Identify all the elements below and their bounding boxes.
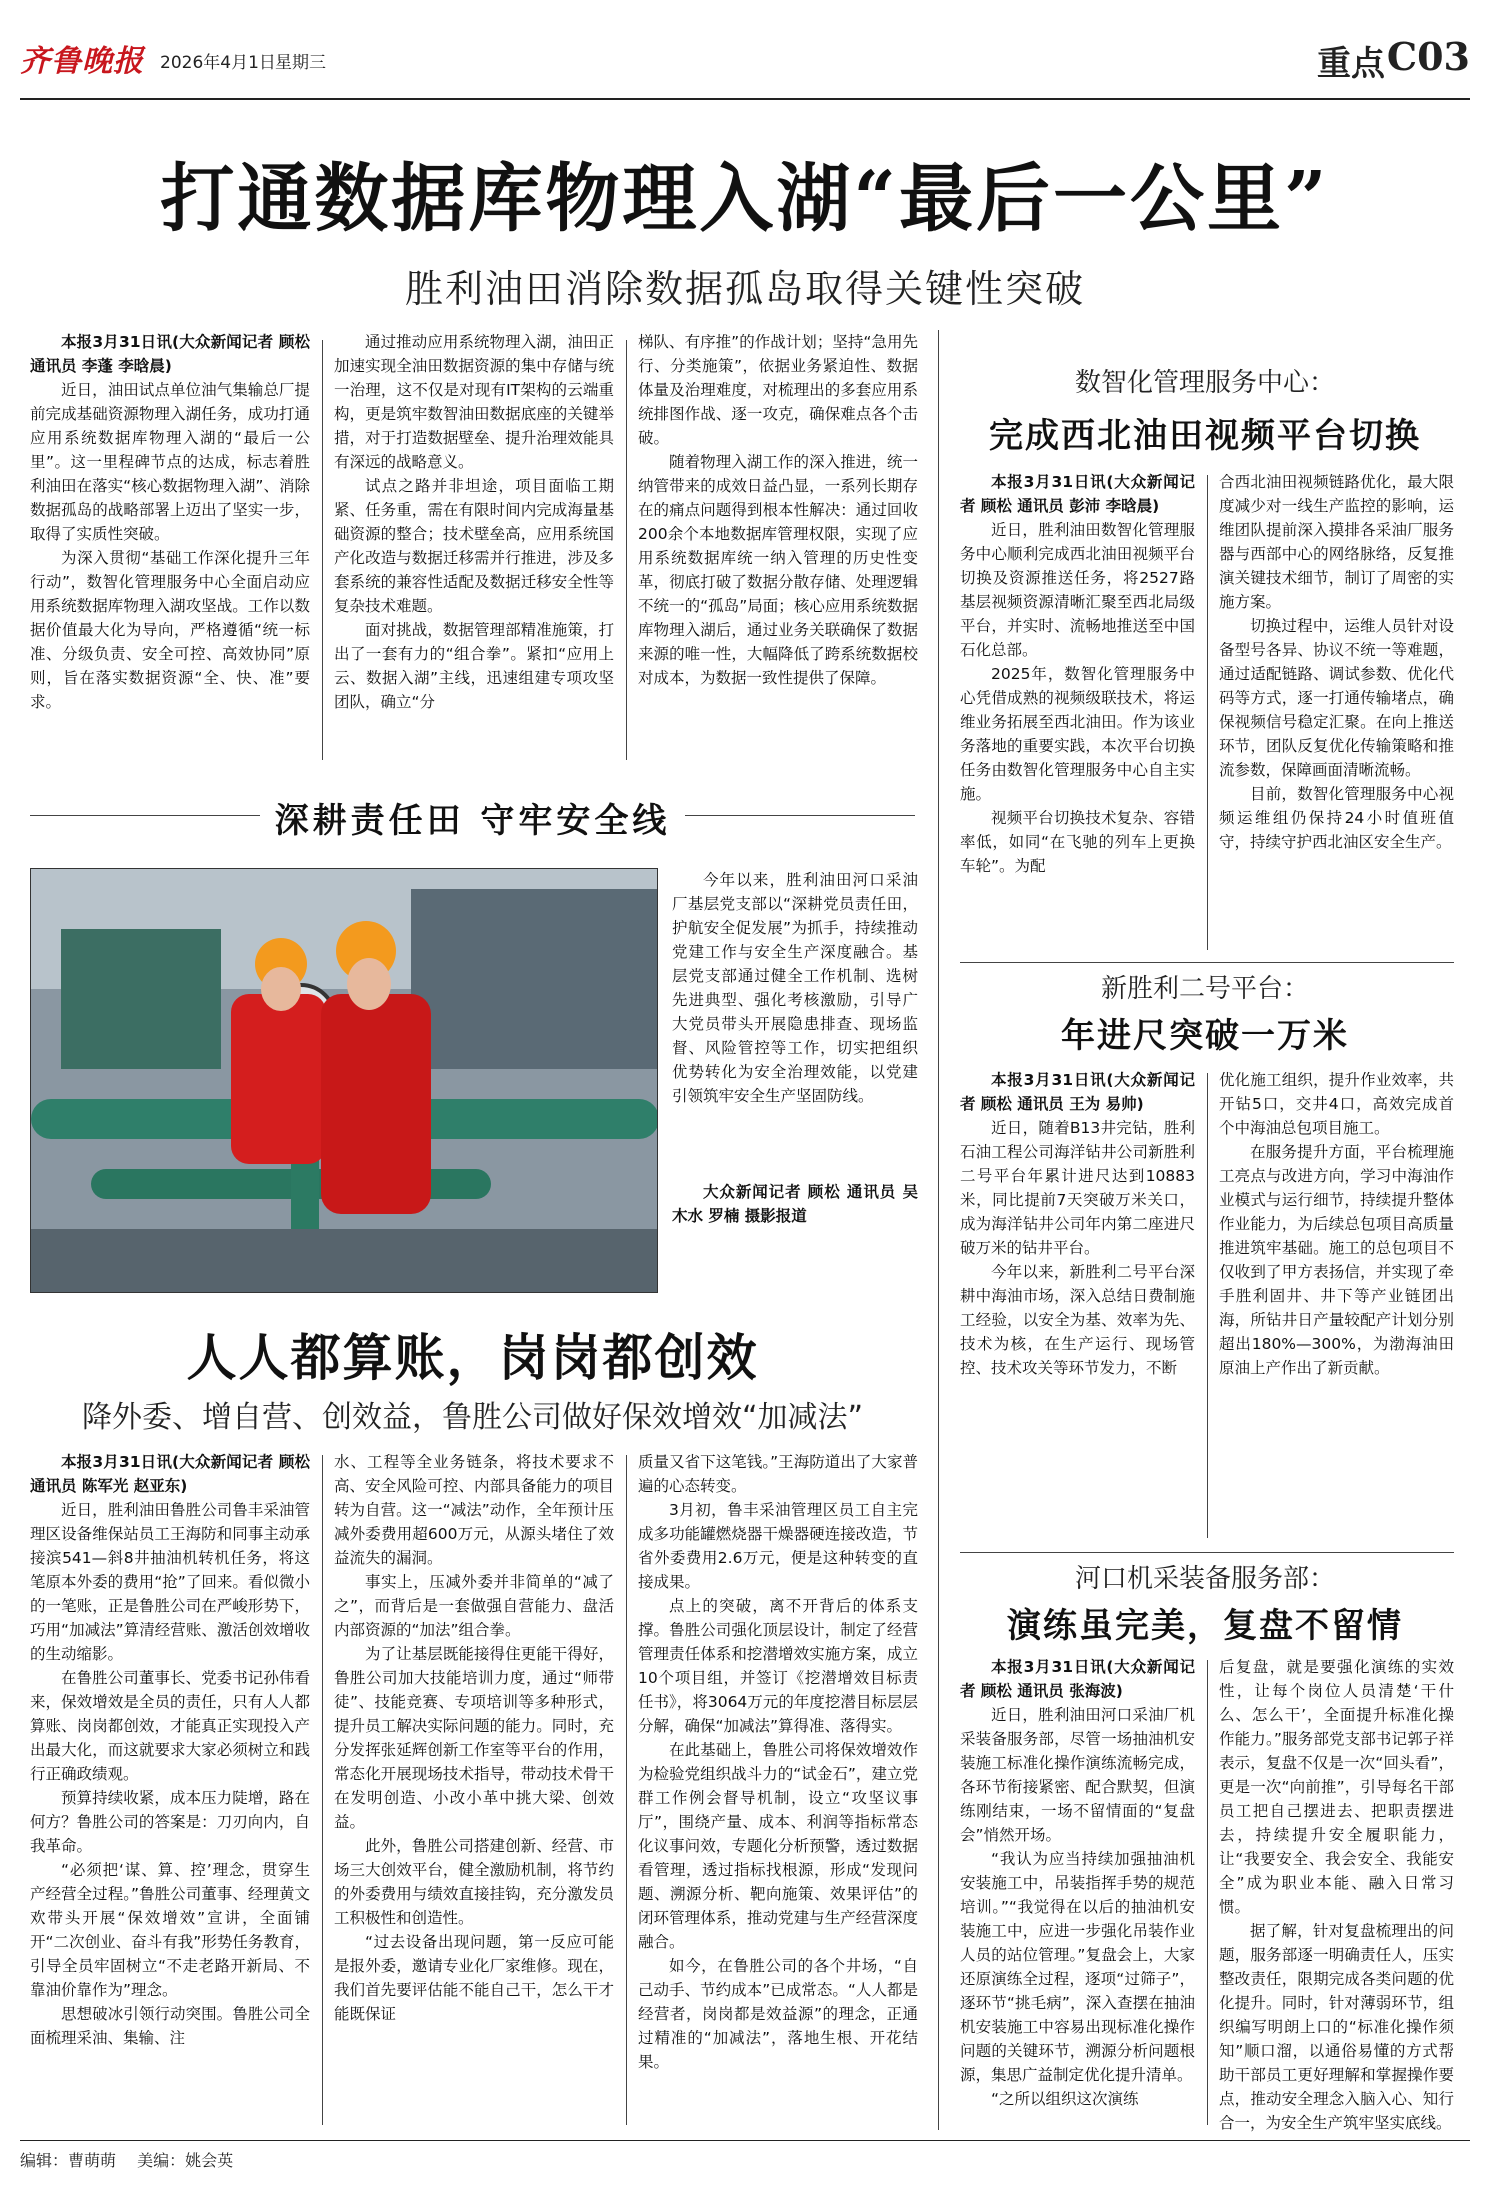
photo-illustration: [31, 869, 658, 1293]
issue-weekday: 星期三: [275, 53, 326, 73]
paragraph: 近日，油田试点单位油气集输总厂提前完成基础资源物理入湖任务，成功打通应用系统数据库物理入湖的“最后一公里”。这一里程碑节点的达成，标志着胜利油田在落实“核心数据物理入湖”、消除数据孤岛的战略部署上迈出了坚实一步，取得了实质性突破。: [30, 381, 310, 543]
main-article-col-1: [30, 330, 310, 770]
paragraph: 面对挑战，数据管理部精准施策，打出了一套有力的“组合拳”。紧扣“应用上云、数据入湖”主线，迅速组建专项攻坚团队，确立“分: [334, 621, 614, 711]
column-divider: [626, 1455, 627, 2125]
paragraph: 合西北油田视频链路优化，最大限度减少对一线生产监控的影响，运维团队提前深入摸排各采油厂服务器与西部中心的网络脉络，反复推演关键技术细节，制订了周密的实施方案。: [1219, 473, 1454, 611]
right-column-divider: [938, 330, 939, 2130]
right2-headline: 年进尺突破一万米: [1061, 1016, 1349, 1056]
paragraph: 2025年，数智化管理服务中心凭借成熟的视频级联技术，将运维业务拓展至西北油田。作为该业务落地的重要实践，本次平台切换任务由数智化管理服务中心自主实施。: [960, 665, 1195, 803]
banner-rule-right: [685, 815, 915, 816]
right2-byline: 本报3月31日讯(大众新闻记者 顾松 通讯员 王为 易帅): [960, 1071, 1195, 1113]
right3-headline: 演练虽完美，复盘不留情: [1007, 1606, 1403, 1646]
main-headline: 打通数据库物理入湖“最后一公里”: [160, 156, 1330, 242]
right3-byline: 本报3月31日讯(大众新闻记者 顾松 通讯员 张海波): [960, 1658, 1195, 1700]
paragraph: 通过推动应用系统物理入湖，油田正加速实现全油田数据资源的集中存储与统一治理，这不仅是对现有IT架构的云端重构，更是筑牢数智油田数据底座的关键举措，对于打造数据壁垒、提升治理效能具有深远的战略意义。: [334, 333, 614, 471]
column-divider: [1207, 1073, 1208, 1538]
column-divider: [322, 340, 323, 760]
main-byline: 本报3月31日讯(大众新闻记者 顾松 通讯员 李蓬 李晗晨): [30, 333, 310, 375]
paragraph: 3月初，鲁丰采油管理区员工自主完成多功能罐燃烧器干燥器硬连接改造，节省外委费用2.6万元，便是这种转变的直接成果。: [638, 1501, 918, 1591]
paragraph: 目前，数智化管理服务中心视频运维组仍保持24小时值班值守，持续守护西北油区安全生产。: [1219, 785, 1454, 851]
column-divider: [322, 1455, 323, 2125]
page-number: C03: [1386, 34, 1470, 79]
column-divider: [626, 340, 627, 760]
right3-kicker: 河口机采装备服务部：: [1074, 1564, 1335, 1594]
right1-kicker: 数智化管理服务中心：: [1074, 368, 1335, 398]
paragraph: 点上的突破，离不开背后的体系支撑。鲁胜公司强化顶层设计，制定了经营管理责任体系和挖潜增效实施方案，成立10个项目组，并签订《挖潜增效目标责任书》，将3064万元的年度挖潜目标层层分解，确保“加减法”算得准、落得实。: [638, 1597, 918, 1735]
banner-title: 深耕责任田 守牢安全线: [274, 801, 671, 841]
right1-col-2: [1219, 470, 1454, 960]
second-subheadline: 降外委、增自营、创效益，鲁胜公司做好保效增效“加减法”: [81, 1400, 864, 1435]
masthead: [20, 28, 1470, 94]
paragraph: 质量又省下这笔钱。”王海防道出了大家普遍的心态转变。: [638, 1453, 918, 1495]
footer-divider: [20, 2140, 1470, 2141]
paragraph: 为深入贯彻“基础工作深化提升三年行动”，数智化管理服务中心全面启动应用系统数据库物理入湖攻坚战。工作以数据价值最大化为导向，严格遵循“统一标准、分级负责、安全可控、高效协同”原则，旨在落实数据资源“全、快、准”要求。: [30, 549, 310, 711]
paragraph: “过去设备出现问题，第一反应可能是报外委，邀请专业化厂家维修。现在，我们首先要评估能不能自己干，怎么干才能既保证: [334, 1933, 614, 2023]
paragraph: 今年以来，新胜利二号平台深耕中海油市场，深入总结日费制施工经验，以安全为基、效率为先、技术为核，在生产运行、现场管控、技术攻关等环节发力，不断: [960, 1263, 1195, 1377]
right1-col-1: [960, 470, 1195, 960]
paragraph: 今年以来，胜利油田河口采油厂基层党支部以“深耕党员责任田，护航安全促发展”为抓手，持续推动党建工作与安全生产深度融合。基层党支部通过健全工作机制、选树先进典型、强化考核激励，引导广大党员带头开展隐患排查、现场监督、风险管控等工作，切实把组织优势转化为安全治理效能，以党建引领筑牢安全生产坚固防线。: [672, 871, 918, 1105]
right2-kicker: 新胜利二号平台：: [1100, 974, 1309, 1004]
section-name: 重点: [1317, 44, 1385, 84]
paragraph: “之所以组织这次演练: [991, 2090, 1139, 2108]
second-byline: 本报3月31日讯(大众新闻记者 顾松 通讯员 陈军光 赵亚东): [30, 1453, 310, 1495]
paragraph: 切换过程中，运维人员针对设备型号各异、协议不统一等难题，通过适配链路、调试参数、优化代码等方式，逐一打通传输堵点，确保视频信号稳定汇聚。在向上推送环节，团队反复优化传输策略和推流参数，保障画面清晰流畅。: [1219, 617, 1454, 779]
column-divider: [1207, 1660, 1208, 2125]
masthead-divider: [20, 98, 1470, 100]
paragraph: 近日，胜利油田河口采油厂机采装备服务部，尽管一场抽油机安装施工标准化操作演练流畅完成，各环节衔接紧密、配合默契，但演练刚结束，一场不留情面的“复盘会”悄然开场。: [960, 1706, 1195, 1844]
photo-credit: [672, 1180, 918, 1290]
paragraph: 近日，随着B13井完钻，胜利石油工程公司海洋钻井公司新胜利二号平台年累计进尺达到10883米，同比提前7天突破万米关口，成为海洋钻井公司年内第二座进尺破万米的钻井平台。: [960, 1119, 1195, 1257]
paragraph: “我认为应当持续加强抽油机安装施工中，吊装指挥手势的规范培训。”“我觉得在以后的抽油机安装施工中，应进一步强化吊装作业人员的站位管理。”复盘会上，大家还原演练全过程，逐项“过筛子”，逐环节“挑毛病”，深入查摆在抽油机安装施工中容易出现标准化操作问题的关键环节，溯源分析问题根源，集思广益制定优化提升清单。: [960, 1850, 1195, 2084]
paragraph: “必须把‘谋、算、控’理念，贯穿生产经营全过程。”鲁胜公司董事、经理黄文欢带头开展“保效增效”宣讲，全面铺开“二次创业、奋斗有我”形势任务教育，引导全员牢固树立“不走老路开新局、不靠油价靠作为”理念。: [30, 1861, 310, 1999]
paragraph: 试点之路并非坦途，项目面临工期紧、任务重，需在有限时间内完成海量基础资源的整合；技术壁垒高，应用系统国产化改造与数据迁移需并行推进，涉及多套系统的兼容性适配及数据迁移安全性等复杂技术难题。: [334, 477, 614, 615]
photo-credit-text: 大众新闻记者 顾松 通讯员 吴木水 罗楠 摄影报道: [672, 1183, 918, 1225]
second-headline: 人人都算账，岗岗都创效: [186, 1328, 759, 1387]
main-article-col-2: [334, 330, 614, 770]
paragraph: 为了让基层既能接得住更能干得好，鲁胜公司加大技能培训力度，通过“师带徒”、技能竞赛、专项培训等多种形式，提升员工解决实际问题的能力。同时，充分发挥张延辉创新工作室等平台的作用，常态化开展现场技术指导，带动技术骨干在发明创造、小改小革中挑大梁、创效益。: [334, 1645, 614, 1831]
right2-col-1: [960, 1068, 1195, 1548]
page-footer: [20, 2148, 249, 2171]
paragraph: 预算持续收紧，成本压力陡增，路在何方？鲁胜公司的答案是：刀刃向内，自我革命。: [30, 1789, 310, 1855]
paragraph: 思想破冰引领行动突围。鲁胜公司全面梳理采油、集输、注: [30, 2005, 310, 2047]
paragraph: 此外，鲁胜公司搭建创新、经营、市场三大创效平台，健全激励机制，将节约的外委费用与绩效直接挂钩，充分激发员工积极性和创造性。: [334, 1837, 614, 1927]
second-article-col-1: [30, 1450, 310, 2130]
main-article-col-3: [638, 330, 918, 770]
second-article-col-3: [638, 1450, 918, 2130]
news-photo: [30, 868, 658, 1293]
right1-headline: 完成西北油田视频平台切换: [989, 416, 1421, 456]
banner-article: [672, 868, 918, 1178]
right3-col-2: [1219, 1655, 1454, 2135]
section-banner: [30, 785, 915, 845]
paragraph: 视频平台切换技术复杂、容错率低，如同“在飞驰的列车上更换车轮”。为配: [960, 809, 1195, 875]
right3-col-1: [960, 1655, 1195, 2135]
paragraph: 后复盘，就是要强化演练的实效性，让每个岗位人员清楚‘干什么、怎么干’，全面提升标准化操作能力。”服务部党支部书记郭子祥表示，复盘不仅是一次“回头看”，更是一次“向前推”，引导每名干部员工把自己摆进去、把职责摆进去，持续提升安全履职能力，让“我要安全、我会安全、我能安全”成为职业本能、融入日常习惯。: [1219, 1658, 1454, 1916]
paragraph: 在服务提升方面，平台梳理施工亮点与改进方向，学习中海油作业模式与运行细节，持续提升整体作业能力，为后续总包项目高质量推进筑牢基础。施工的总包项目不仅收到了甲方表扬信，并实现了牵手胜利固井、井下等产业链团出海，所钻井日产量较配产计划分别超出180%—300%，为渤海油田原油上产作出了新贡献。: [1219, 1143, 1454, 1377]
designer-credit: 美编：姚会英: [137, 2151, 234, 2170]
second-article-col-2: [334, 1450, 614, 2130]
article-divider: [960, 962, 1454, 963]
paragraph: 在此基础上，鲁胜公司将保效增效作为检验党组织战斗力的“试金石”，建立党群工作例会督导机制，设立“攻坚议事厅”，围绕产量、成本、利润等指标常态化议事问效，专题化分析预警，透过数据看管理，透过指标找根源，形成“发现问题、溯源分析、靶向施策、效果评估”的闭环管理体系，推动党建与生产经营深度融合。: [638, 1741, 918, 1951]
newspaper-logo: 齐鲁晚报: [20, 44, 144, 79]
paragraph: 优化施工组织，提升作业效率，共开钻5口，交井4口，高效完成首个中海油总包项目施工。: [1219, 1071, 1454, 1137]
paragraph: 事实上，压减外委并非简单的“减了之”，而背后是一套做强自营能力、盘活内部资源的“加法”组合拳。: [334, 1573, 614, 1639]
right1-byline: 本报3月31日讯(大众新闻记者 顾松 通讯员 彭沛 李晗晨): [960, 473, 1195, 515]
column-divider: [1207, 475, 1208, 950]
editor-credit: 编辑：曹萌萌: [20, 2151, 117, 2170]
issue-date: 2026年4月1日: [160, 53, 276, 73]
article-divider: [960, 1552, 1454, 1553]
paragraph: 据了解，针对复盘梳理出的问题，服务部逐一明确责任人，压实整改责任，限期完成各类问题的优化提升。同时，针对薄弱环节，组织编写明朗上口的“标准化操作须知”顺口溜，以通俗易懂的方式帮助干部员工更好理解和掌握操作要点，推动安全理念入脑入心、知行合一，为安全生产筑牢坚实底线。: [1219, 1922, 1454, 2132]
paragraph: 近日，胜利油田数智化管理服务中心顺利完成西北油田视频平台切换及资源推送任务，将2527路基层视频资源清晰汇聚至西北局级平台，并实时、流畅地推送至中国石化总部。: [960, 521, 1195, 659]
paragraph: 在鲁胜公司董事长、党委书记孙伟看来，保效增效是全员的责任，只有人人都算账、岗岗都创效，才能真正实现投入产出最大化，而这就要求大家必须树立和践行正确政绩观。: [30, 1669, 310, 1783]
main-subheadline: 胜利油田消除数据孤岛取得关键性突破: [404, 267, 1085, 311]
paragraph: 随着物理入湖工作的深入推进，统一纳管带来的成效日益凸显，一系列长期存在的痛点问题得到根本性解决：通过回收200余个本地数据库管理权限，实现了应用系统数据库统一纳入管理的历史性变革，彻底打破了数据分散存储、处理逻辑不统一的“孤岛”局面；核心应用系统数据库物理入湖后，通过业务关联确保了数据来源的唯一性，大幅降低了跨系统数据校对成本，为数据一致性提供了保障。: [638, 453, 918, 687]
paragraph: 近日，胜利油田鲁胜公司鲁丰采油管理区设备维保站员工王海防和同事主动承接滨541—斜8井抽油机转机任务，将这笔原本外委的费用“抢”了回来。看似微小的一笔账，正是鲁胜公司在严峻形势下，巧用“加减法”算清经营账、激活创效增收的生动缩影。: [30, 1501, 310, 1663]
paragraph: 水、工程等全业务链条，将技术要求不高、安全风险可控、内部具备能力的项目转为自营。这一“减法”动作，全年预计压减外委费用超600万元，从源头堵住了效益流失的漏洞。: [334, 1453, 614, 1567]
paragraph: 如今，在鲁胜公司的各个井场，“自己动手、节约成本”已成常态。“人人都是经营者，岗岗都是效益源”的理念，正通过精准的“加减法”，落地生根、开花结果。: [638, 1957, 918, 2071]
paragraph: 梯队、有序推”的作战计划；坚持“急用先行、分类施策”，依据业务紧迫性、数据体量及治理难度，对梳理出的多套应用系统排图作战、逐一攻克，确保难点各个击破。: [638, 333, 918, 447]
right2-col-2: [1219, 1068, 1454, 1548]
